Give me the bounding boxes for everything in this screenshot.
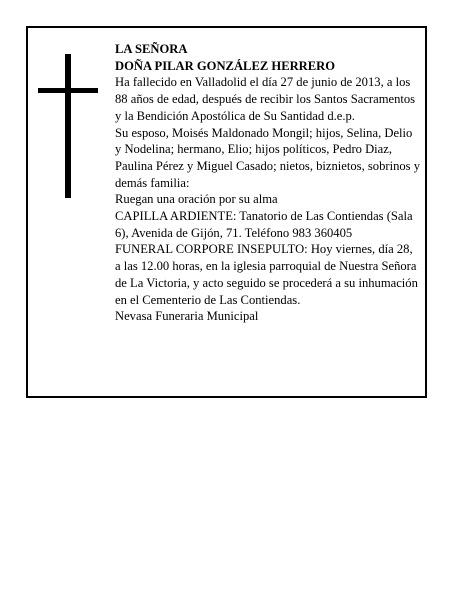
family-list: Su esposo, Moisés Maldonado Mongil; hijos, Selina, Delio y Nodelina; hermano, Elio; hijos políticos, Pedro Diaz, Paulina Pérez y Miguel Casado; nietos, biznietos, sobrinos y demás familia: xyxy=(115,125,421,190)
notice-text xyxy=(115,41,420,325)
cross-vertical-bar xyxy=(65,54,71,198)
prayer-request: Ruegan una oración por su alma xyxy=(115,192,278,207)
cross-icon xyxy=(38,54,98,198)
obituary-notice xyxy=(26,26,427,398)
deceased-name: DOÑA PILAR GONZÁLEZ HERRERO xyxy=(115,58,336,73)
cross-horizontal-bar xyxy=(38,88,98,93)
funeral-service-info: FUNERAL CORPORE INSEPULTO: Hoy viernes, día 28, a las 12.00 horas, en la iglesia parroquial de Nuestra Señora de La Victoria, y acto seguido se procederá a su inhumación en el Cementerio de Las Contiendas. xyxy=(115,242,418,307)
notice-heading: LA SEÑORA xyxy=(115,42,188,56)
funeral-home: Nevasa Funeraria Municipal xyxy=(115,309,259,324)
death-announcement: Ha fallecido en Valladolid el día 27 de junio de 2013, a los 88 años de edad, después de recibir los Santos Sacramentos y la Bendición Apostólica de Su Santidad d.e.p. xyxy=(115,75,416,123)
funeral-chapel-info: CAPILLA ARDIENTE: Tanatorio de Las Contiendas (Sala 6), Avenida de Gijón, 71. Teléfono 983 360405 xyxy=(115,209,413,240)
